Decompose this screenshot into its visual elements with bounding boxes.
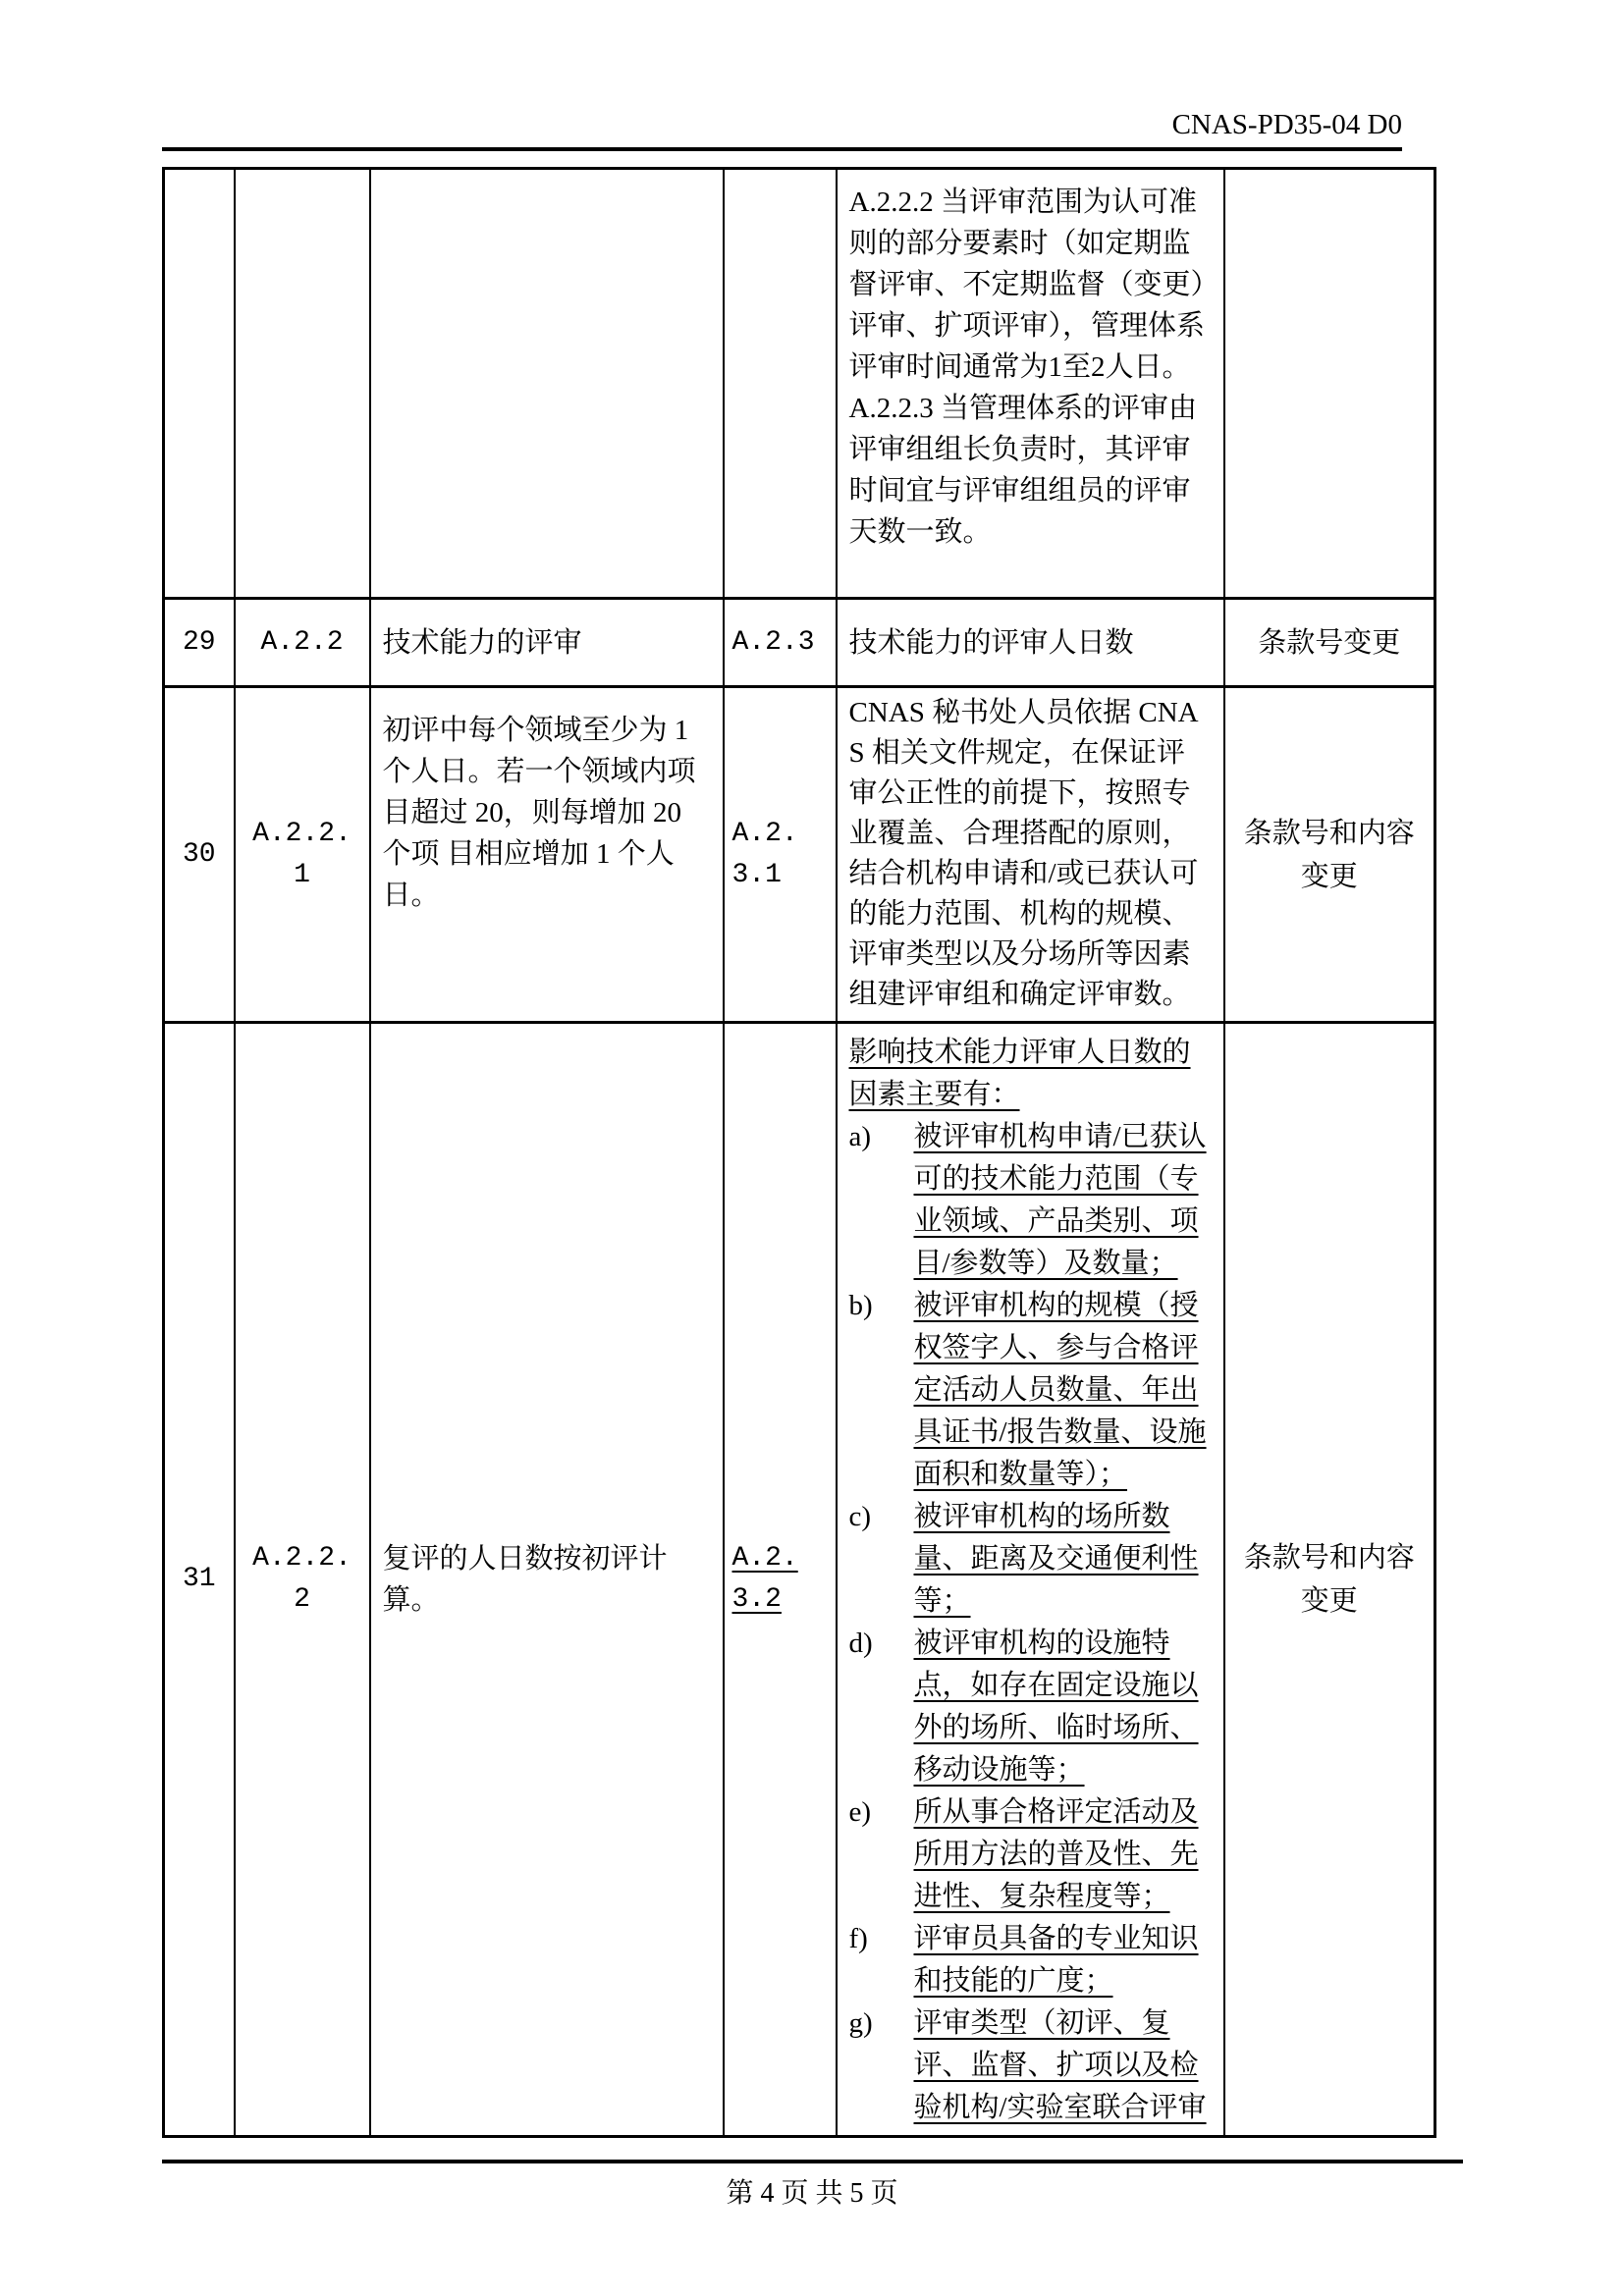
row-number-cell: 29 [164,599,235,687]
new-clause-cell: A.2.3 [724,599,837,687]
header-rule [162,147,1402,151]
list-item-text: 被评审机构申请/已获认可的技术能力范围（专业领域、产品类别、项目/参数等）及数量； [913,1121,1207,1279]
old-clause-cell-empty [235,169,370,599]
change-type-cell: 条款号变更 [1224,599,1435,687]
new-clause-cell-empty [724,169,837,599]
new-content-cell: CNAS 秘书处人员依据 CNAS 相关文件规定，在保证评审公正性的前提下，按照专业覆盖、合理搭配的原则，结合机构申请和/或已获认可的能力范围、机构的规模、评审类型以及分场所等因素组建评审组和确定评审数。 [837,687,1224,1023]
table-row-continuation [164,169,1435,599]
old-clause-cell: A.2.2.1 [235,687,370,1023]
revision-comparison-table [162,167,1436,2138]
old-clause-cell: A.2.2.2 [235,1023,370,2137]
list-item-marker: f) [848,1923,868,1954]
list-item [849,2002,1212,2129]
row-number-cell: 31 [164,1023,235,2137]
new-content-intro: 影响技术能力评审人日数的因素主要有： [848,1037,1191,1110]
list-item [849,1623,1212,1791]
table-row-29 [164,599,1435,687]
table-row-30 [164,687,1435,1023]
list-item-marker: d) [848,1628,873,1659]
new-clause-underlined: A.2.3.2 [731,1543,798,1615]
list-item [849,1285,1212,1496]
list-item [849,1791,1212,1918]
old-content-cell: 复评的人日数按初评计算。 [370,1023,724,2137]
change-type-cell: 条款号和内容变更 [1224,687,1435,1023]
list-item-marker: g) [848,2007,873,2039]
list-item-text: 被评审机构的设施特点，如存在固定设施以外的场所、临时场所、移动设施等； [913,1628,1199,1786]
footer-rule [162,2160,1463,2163]
list-item-text: 被评审机构的场所数量、距离及交通便利性等； [913,1501,1199,1617]
list-item-text: 被评审机构的规模（授权签字人、参与合格评定活动人员数量、年出具证书/报告数量、设施面积和数量等）； [913,1290,1207,1490]
old-clause-cell: A.2.2 [235,599,370,687]
old-content-cell-empty [370,169,724,599]
new-content-cell [837,169,1224,599]
list-item-marker: b) [848,1290,873,1321]
list-item [849,1918,1212,2002]
old-content-cell: 初评中每个领域至少为 1 个人日。若一个领域内项目超过 20，则每增加 20 个项 目相应增加 1 个人日。 [370,687,724,1023]
page-footer: 第 4 页 共 5 页 [726,2178,898,2209]
list-item-marker: e) [848,1796,872,1828]
table-row-31 [164,1023,1435,2137]
new-clause-cell [724,1023,837,2137]
new-content-paragraph: A.2.2.2 当评审范围为认可准则的部分要素时（如定期监督评审、不定期监督（变更）评审、扩项评审），管理体系评审时间通常为1至2人日。 [848,187,1206,383]
list-item-marker: a) [848,1121,872,1152]
new-content-cell: 技术能力的评审人日数 [837,599,1224,687]
change-type-cell: 条款号和内容变更 [1224,1023,1435,2137]
row-number-cell: 30 [164,687,235,1023]
list-item-marker: c) [848,1501,872,1532]
change-type-cell-empty [1224,169,1435,599]
list-item [849,1496,1212,1623]
list-item-text: 所从事合格评定活动及所用方法的普及性、先进性、复杂程度等； [913,1796,1199,1912]
new-content-paragraph: A.2.2.3 当管理体系的评审由评审组组长负责时，其评审时间宜与评审组组员的评审天数一致。 [848,393,1197,548]
new-clause-cell: A.2.3.1 [724,687,837,1023]
list-item-text: 评审员具备的专业知识和技能的广度； [913,1923,1199,1997]
list-item-text: 评审类型（初评、复评、监督、扩项以及检验机构/实验室联合评审 [913,2007,1207,2123]
header-doc-number: CNAS-PD35-04 D0 [1171,109,1402,140]
old-content-cell: 技术能力的评审 [370,599,724,687]
row-number-cell-empty [164,169,235,599]
new-content-cell [837,1023,1224,2137]
list-item [849,1116,1212,1285]
